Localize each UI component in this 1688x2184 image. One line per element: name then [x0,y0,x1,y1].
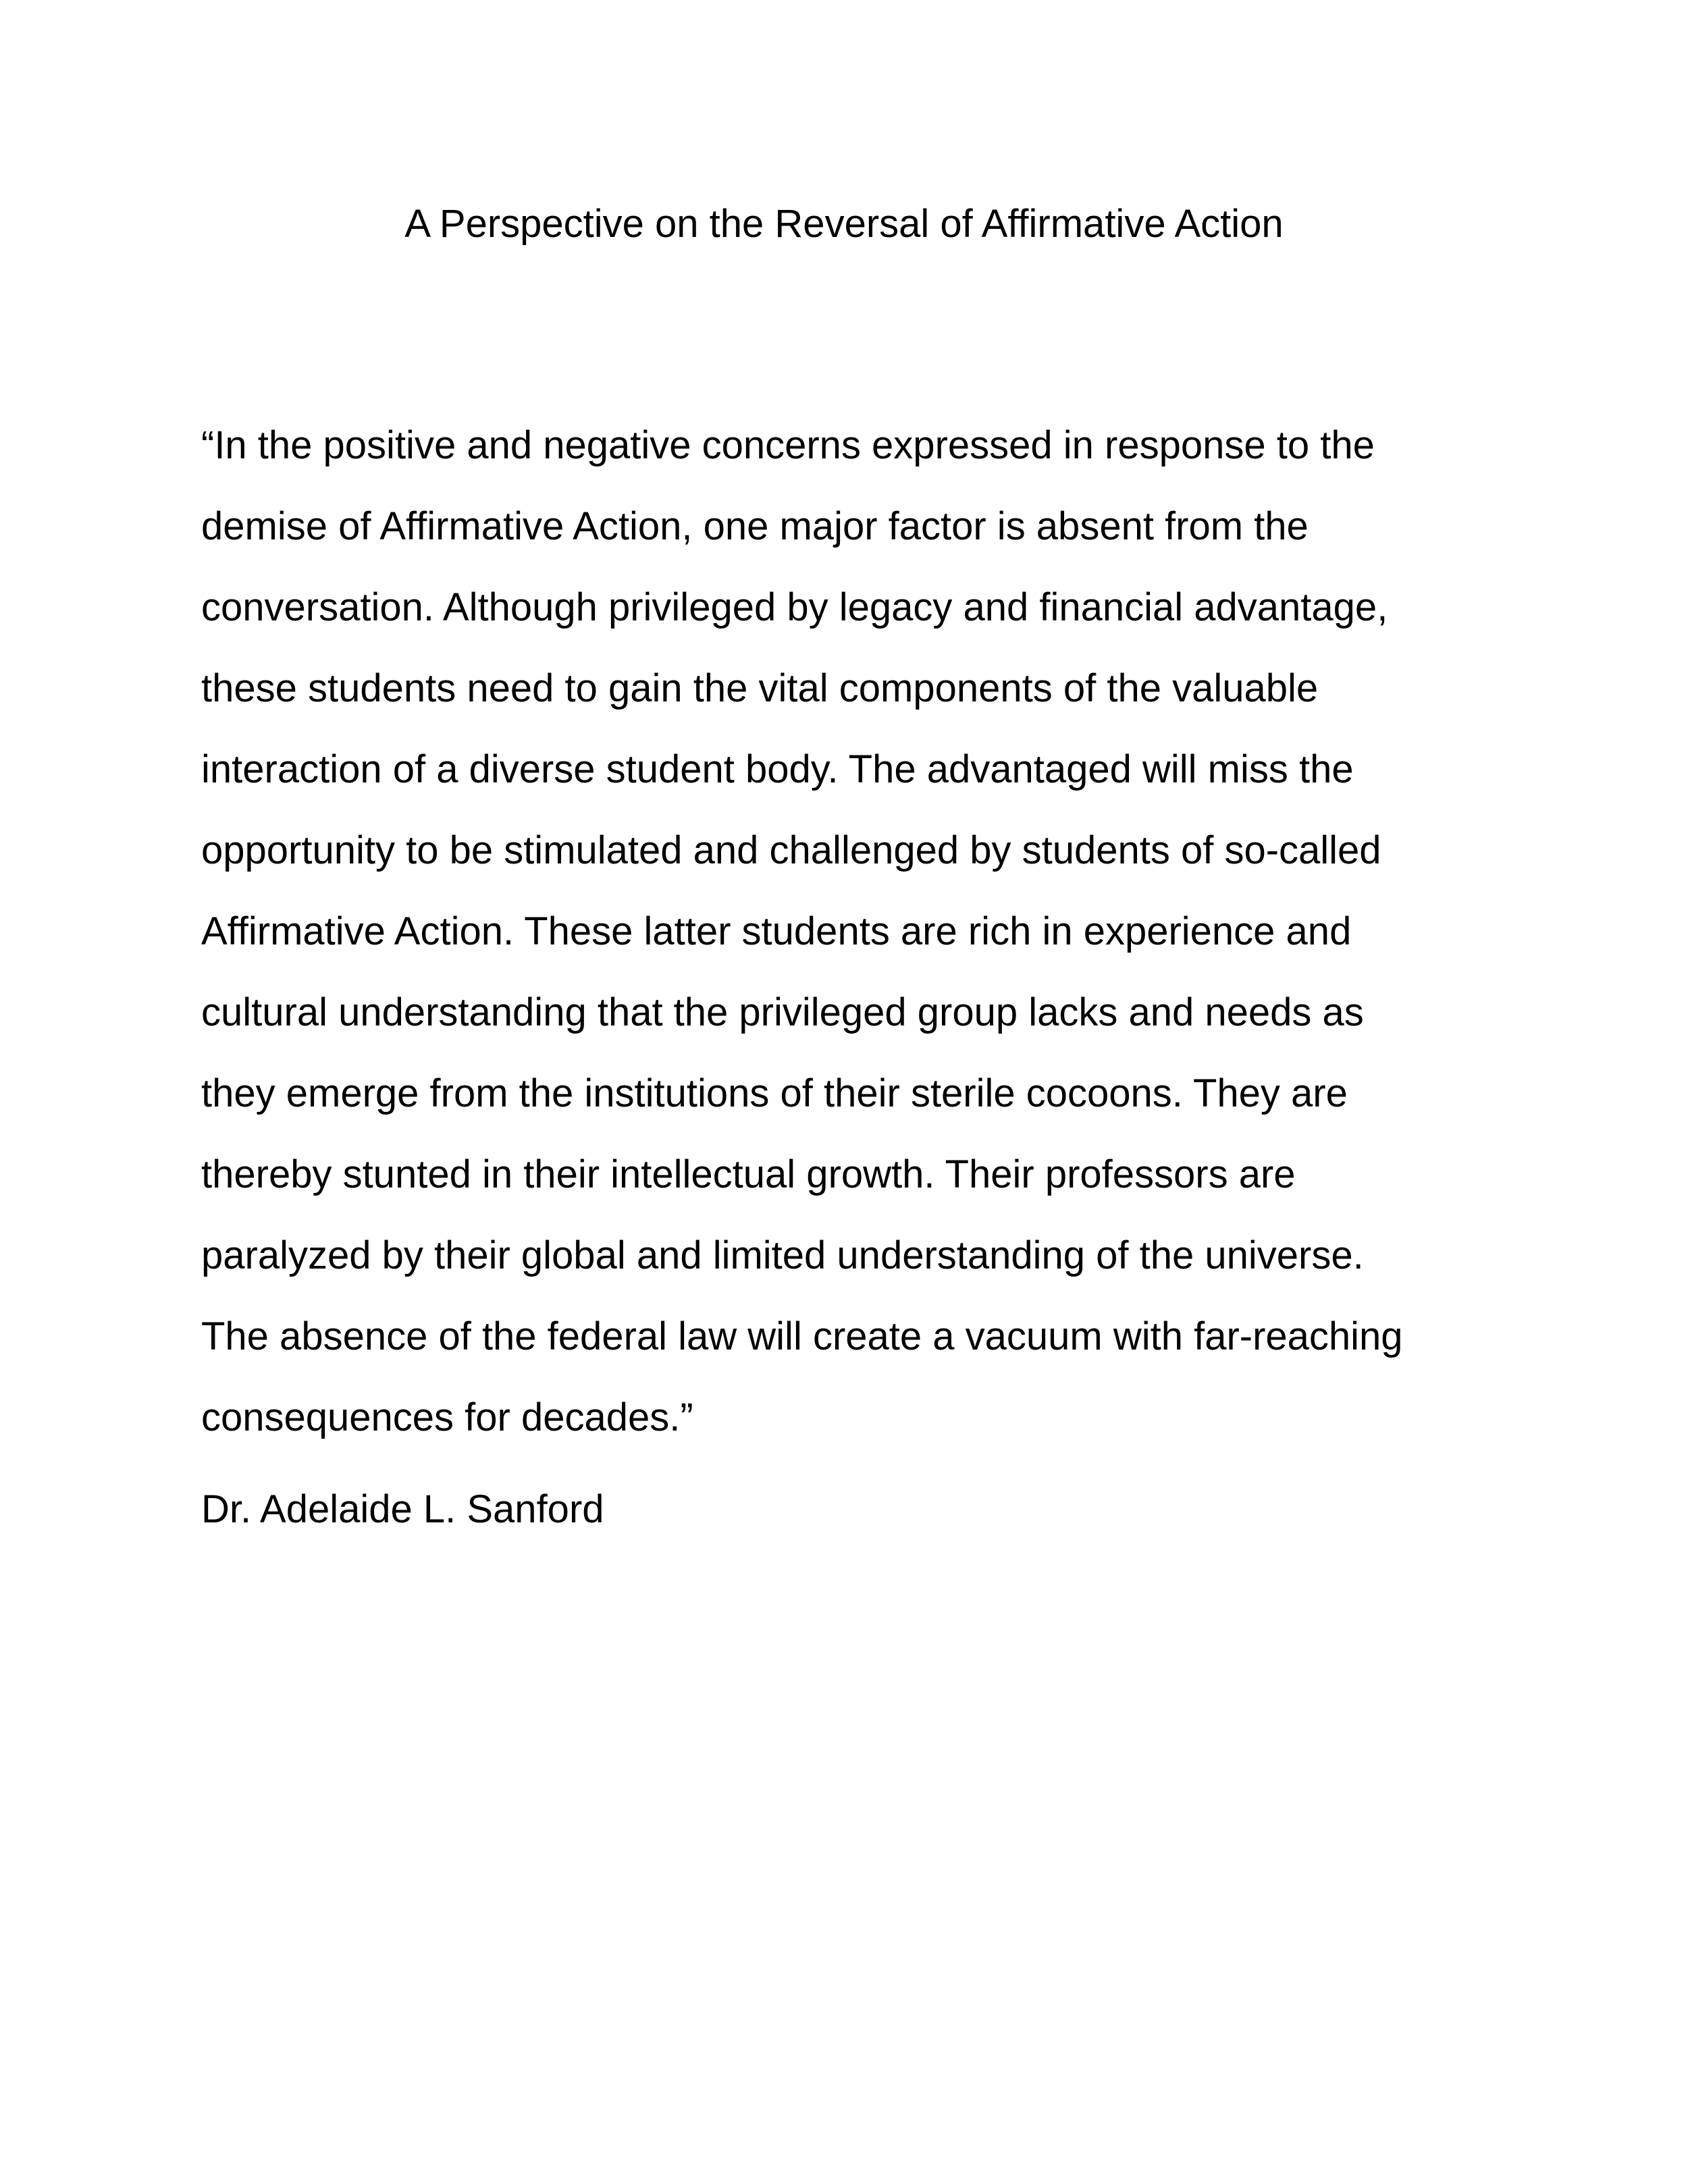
document-title: A Perspective on the Reversal of Affirmative Action [404,202,1284,246]
quote-line: opportunity to be stimulated and challenged by students of so-called [201,828,1381,872]
quote-line: The absence of the federal law will create a vacuum with far-reaching [201,1314,1403,1358]
quote-line: cultural understanding that the privileged group lacks and needs as [201,990,1364,1034]
quote-line: thereby stunted in their intellectual growth. Their professors are [201,1152,1296,1196]
author-signature-line: Dr. Adelaide L. Sanford [201,1487,604,1531]
quote-line: demise of Affirmative Action, one major factor is absent from the [201,504,1309,548]
quote-line: interaction of a diverse student body. The advantaged will miss the [201,747,1354,791]
quote-line: conversation. Although privileged by legacy and financial advantage, [201,585,1388,629]
quote-line: paralyzed by their global and limited understanding of the universe. [201,1233,1364,1277]
quote-line: “In the positive and negative concerns expressed in response to the [201,423,1375,467]
quote-line: Affirmative Action. These latter students are rich in experience and [201,909,1352,953]
quote-line: these students need to gain the vital components of the valuable [201,666,1319,710]
quote-line: consequences for decades.” [201,1395,693,1439]
quote-line: they emerge from the institutions of their sterile cocoons. They are [201,1071,1348,1115]
quote-body [201,405,1525,1458]
